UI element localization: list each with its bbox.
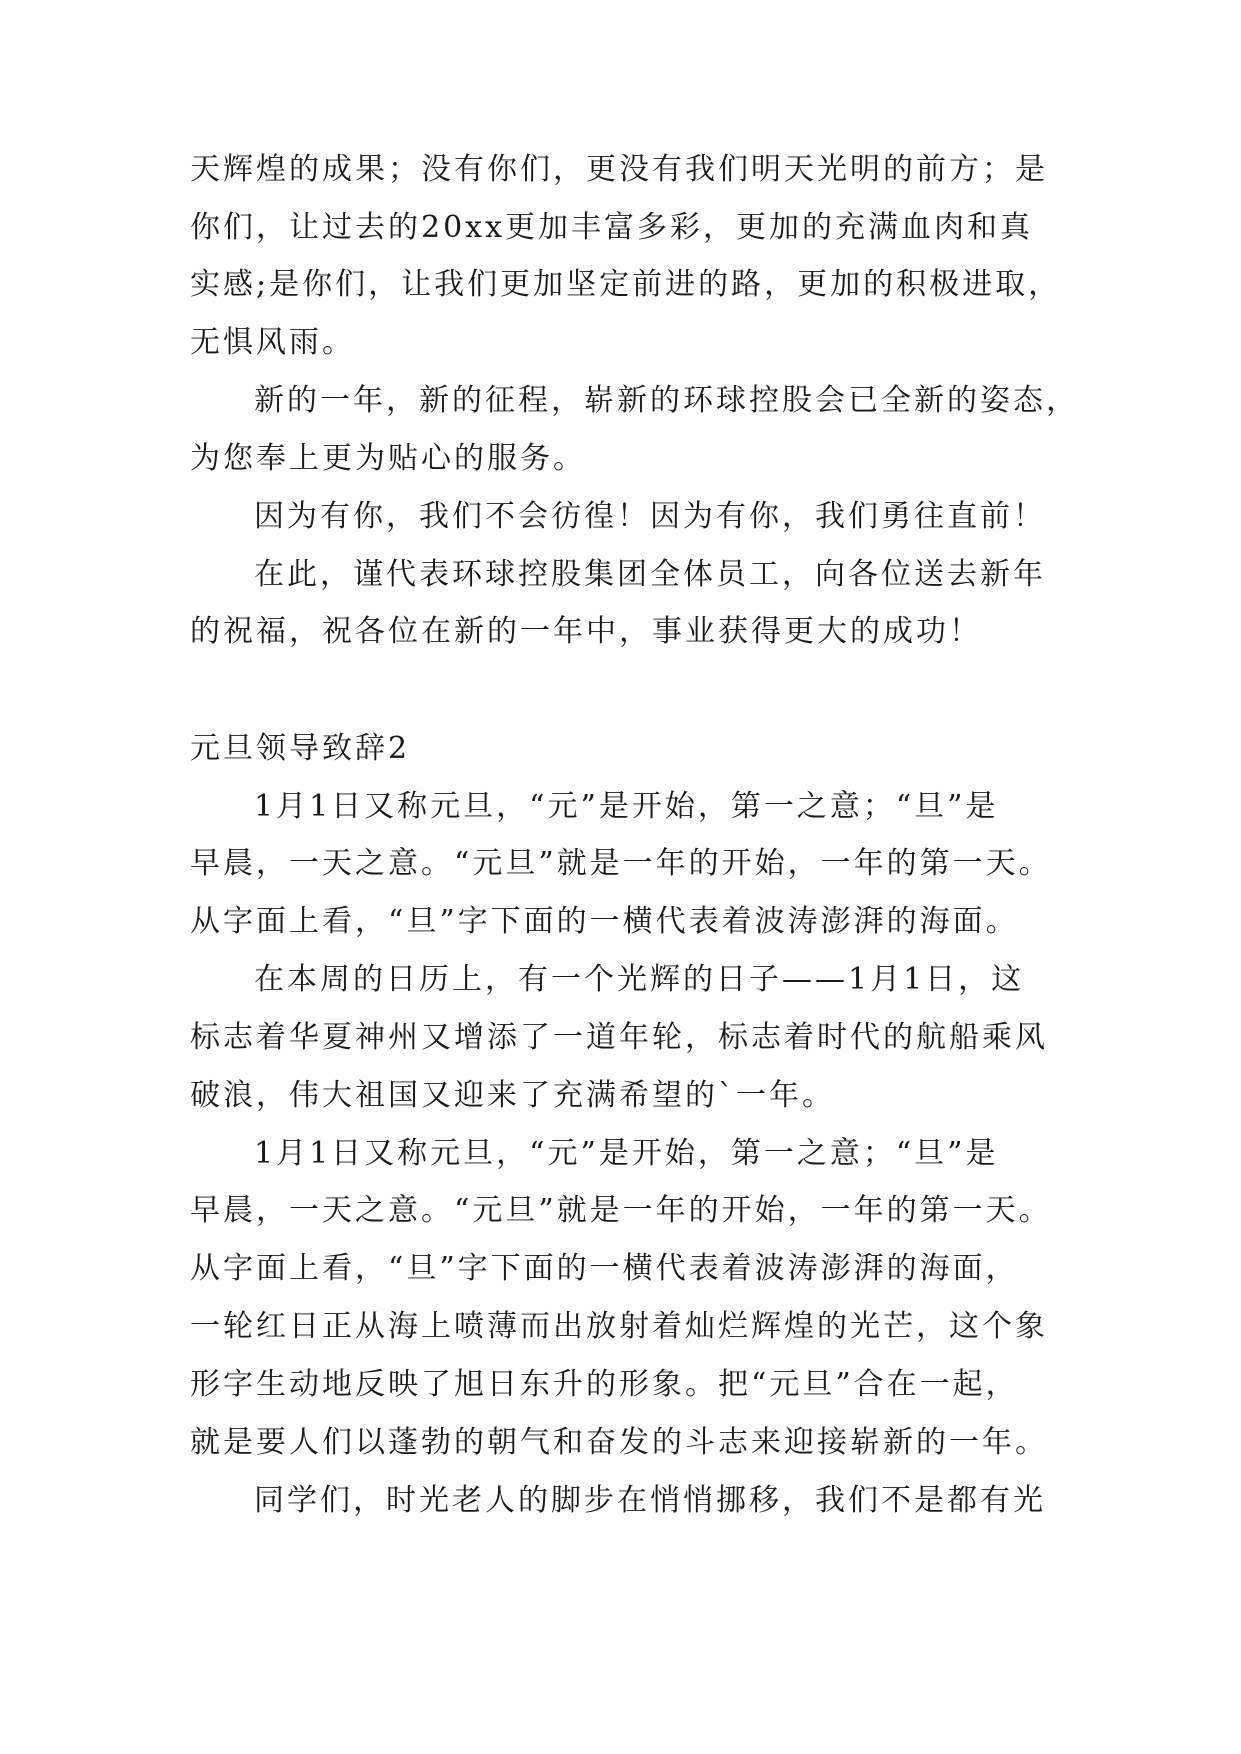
text-line: 早晨，一天之意。“元旦”就是一年的开始，一年的第一天。 <box>190 846 1052 881</box>
text-line: 破浪，伟大祖国又迎来了充满希望的`一年。 <box>190 1078 835 1113</box>
text-line: 从字面上看，“旦”字下面的一横代表着波涛澎湃的海面。 <box>190 904 1019 939</box>
text-line: 在本周的日历上，有一个光辉的日子——1月1日，这 <box>254 962 1025 997</box>
section-heading: 元旦领导致辞2 <box>190 731 411 766</box>
text-line: 实感;是你们，让我们更加坚定前进的路，更加的积极进取， <box>190 267 1062 302</box>
text-line: 天辉煌的成果；没有你们，更没有我们明天光明的前方；是 <box>190 152 1048 187</box>
text-line: 新的一年，新的征程，崭新的环球控股会已全新的姿态， <box>254 383 1079 418</box>
text-line: 1月1日又称元旦，“元”是开始，第一之意；“旦”是 <box>254 1136 999 1171</box>
text-line: 从字面上看，“旦”字下面的一横代表着波涛澎湃的海面， <box>190 1251 1019 1286</box>
text-line: 早晨，一天之意。“元旦”就是一年的开始，一年的第一天。 <box>190 1193 1052 1228</box>
text-line: 同学们，时光老人的脚步在悄悄挪移，我们不是都有光 <box>254 1483 1046 1518</box>
text-line: 1月1日又称元旦，“元”是开始，第一之意；“旦”是 <box>254 789 999 824</box>
text-line: 标志着华夏神州又增添了一道年轮，标志着时代的航船乘风 <box>190 1020 1048 1055</box>
text-line: 就是要人们以蓬勃的朝气和奋发的斗志来迎接崭新的一年。 <box>190 1425 1048 1460</box>
text-line: 为您奉上更为贴心的服务。 <box>190 441 586 476</box>
text-line: 一轮红日正从海上喷薄而出放射着灿烂辉煌的光芒，这个象 <box>190 1309 1048 1344</box>
text-line: 在此，谨代表环球控股集团全体员工，向各位送去新年 <box>254 557 1046 592</box>
text-line: 的祝福，祝各位在新的一年中，事业获得更大的成功！ <box>190 614 982 649</box>
text-line: 你们，让过去的20xx更加丰富多彩，更加的充满血肉和真 <box>190 210 1034 245</box>
text-line: 无惧风雨。 <box>190 325 355 360</box>
text-line: 形字生动地反映了旭日东升的形象。把“元旦”合在一起， <box>190 1367 1019 1402</box>
text-line: 因为有你，我们不会彷徨！因为有你，我们勇往直前！ <box>254 499 1046 534</box>
